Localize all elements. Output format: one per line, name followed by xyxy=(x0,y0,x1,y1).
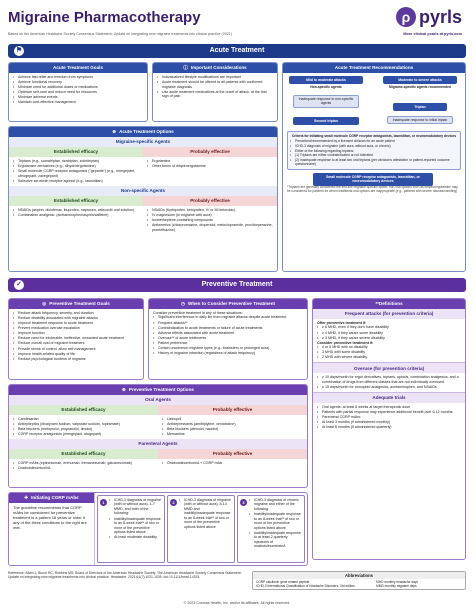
logo-tagline[interactable]: More clinical pearls at pyrls.com xyxy=(403,32,462,36)
migraine-specific-label: Migraine-specific agents recommended xyxy=(389,85,451,89)
cgrp-box xyxy=(8,492,308,566)
migraine-specific-grid xyxy=(9,147,277,186)
acute-recommendations-box xyxy=(282,62,466,272)
cgrp-condition xyxy=(167,495,235,563)
preventive-banner xyxy=(8,278,466,292)
list-item: • Certain uncommon migraine types (e.g., brainstem or prolonged aura) xyxy=(153,346,303,350)
preventive-options-box xyxy=(8,384,308,488)
consider-label: Consider preventive treatment if: xyxy=(317,340,374,345)
triptan-node: Triptan xyxy=(393,103,447,111)
step-number: 3 xyxy=(240,499,247,506)
frequent-attacks-block xyxy=(313,319,465,363)
moderate-attacks-node: Moderate to severe attacks xyxy=(383,76,457,84)
list-item: • Optimize self-care and reduce need for resources xyxy=(13,90,143,94)
frequent-attacks-header: Frequent attacks (for prevention criteria) xyxy=(313,309,465,319)
list-item: • NSAIDs (aspirin, diclofenac, ibuprofen, naproxen, celecoxib oral solution) xyxy=(13,208,139,212)
list-item: • At least 3 months (if administered monthly) xyxy=(317,420,461,424)
ns-probable-list xyxy=(147,208,273,232)
condition-item: • At least moderate disability xyxy=(109,535,161,539)
abbreviations-title: Abbreviations xyxy=(253,572,465,579)
list-item: • 4 or 5 MHD with no disability xyxy=(317,345,461,349)
list-item: • ≥ 3 MHD, if they cause severe disability xyxy=(317,336,461,340)
list-item: • At least 6 months (if administered quarterly) xyxy=(317,425,461,429)
list-item: • Antiemetics (chlorpromazine, droperidol, metoclopramide, prochlorperazine, promethazine) xyxy=(147,223,273,232)
clock-icon: ◷ xyxy=(180,301,185,307)
when-list xyxy=(153,315,303,355)
list-item: • Reduce overall cost of migraine treatment xyxy=(13,341,139,345)
list-item: • Candesartan xyxy=(13,417,154,421)
recommendations-footnote: *Triptans are generally considered the first-line migraine-specific option; non-oral options such as dihydroergotamine may be considered for patients for whom traditional oral options are inappropriate (e.g., patients with severe nausea/vomiting) xyxy=(287,185,458,193)
acute-options-box xyxy=(8,126,278,272)
abbreviations-box xyxy=(252,571,466,590)
list-item: • CGRP mAbs (eptinezumab, erenumab, fremanezumab, galcanezumab) xyxy=(13,461,154,465)
migraine-specific-header: Migraine-specific Agents xyxy=(9,137,277,147)
criteria-title: Criteria for initiating small molecule CGRP receptor antagonists, lasmiditan, or neuromodulatory devices xyxy=(291,134,457,138)
par-established-header: Established efficacy xyxy=(9,449,158,459)
definitions-header: **Definitions xyxy=(313,299,465,309)
list-item: • Patients with partial response may experience additional benefit over 6-12 months xyxy=(317,410,461,414)
list-item: • ≥ 10 days/month for ergot derivatives, triptans, opioids, combination analgesics, and a combination of drugs from different classes that are not individually overused xyxy=(317,375,461,384)
list-item: • Parenteral CGRP mAbs: xyxy=(317,415,461,419)
page-title: Migraine Pharmacotherapy xyxy=(8,9,201,26)
condition-item: • Inability/inadequate response to an 8-week trial** of two or more of the preventive options listed above xyxy=(249,512,301,530)
definitions-box xyxy=(312,298,466,560)
adequate-header: Adequate trials xyxy=(313,393,465,403)
list-item: • ≥ 4 MHD, if they cause some disability xyxy=(317,331,461,335)
cgrp-header: ✚ Initiating CGRP mAbs xyxy=(9,493,94,503)
list-item: • (1) Triptans are either contraindicated or not tolerated xyxy=(290,153,458,157)
condition-item: • ICHD-3 diagnosis of migraine (with or without aura), 4-7 MMD, and both of the following: xyxy=(109,498,161,516)
par-probable-list xyxy=(162,461,303,465)
cgrp-condition xyxy=(97,495,165,563)
acute-options-header: ⊕ Acute Treatment Options xyxy=(9,127,277,137)
pyrls-logo-icon: ρ xyxy=(396,7,416,27)
overuse-list xyxy=(317,375,461,389)
cgrp-text: The guideline recommends that CGRP mAbs be considered for preventive treatment in a patient 18 years or older if any of the three conditions to the right are met. xyxy=(13,505,87,530)
adequate-list xyxy=(317,405,461,430)
cgrp-steps xyxy=(95,493,307,565)
ns-established-list xyxy=(13,208,139,218)
oral-probable-list xyxy=(162,417,303,437)
preventive-banner-label: Preventive Treatment xyxy=(201,280,273,288)
offer-label: Offer preventive treatment if: xyxy=(317,321,367,325)
pill-icon: ⊕ xyxy=(122,387,126,393)
list-item: • 3 MHD with some disability xyxy=(317,350,461,354)
list-item: • Achieve functional recovery xyxy=(13,80,143,84)
offer-list xyxy=(317,325,461,340)
considerations-list xyxy=(157,75,273,99)
list-item: • Selective serotonin receptor agonist (e.g., lasmiditan) xyxy=(13,179,139,183)
when-consider-box xyxy=(148,298,308,380)
oral-header: Oral Agents xyxy=(9,395,307,405)
list-item: • Combination analgesic: (acetaminophen/aspirin/caffeine) xyxy=(13,213,139,217)
page-subtitle: Based on the American Headache Society Consensus Statement: Update on integrating new migraine treatments into clinical practice (2021) xyxy=(8,32,232,36)
list-item: • ICHD-3 diagnosis of migraine (with aura, without aura, or chronic) xyxy=(290,144,458,148)
ms-established-list xyxy=(13,159,139,183)
criteria-box xyxy=(287,131,461,170)
list-item: • Significant interference in daily life from migraine attacks despite acute treatment xyxy=(153,315,303,319)
list-item: • Patient preference xyxy=(153,341,303,345)
condition-item: • Inability/inadequate response to at least 2 quarterly injections of onabotulinumtoxinA xyxy=(249,531,301,549)
list-item: • Frequent attacks** xyxy=(153,321,303,325)
list-item: • Minimize need for additional doses or medications xyxy=(13,85,143,89)
ms-established-header: Established efficacy xyxy=(9,147,143,157)
ns-established-header: Established efficacy xyxy=(9,196,143,206)
list-item: • Small molecule CGRP receptor antagonists ("gepants") (e.g., rimegepant, ubrogepant, zavegepant) xyxy=(13,169,139,178)
abbreviations-right xyxy=(376,580,462,588)
list-item: • 2 MHD with severe disability xyxy=(317,355,461,359)
step-number: 2 xyxy=(170,499,177,506)
criteria-list xyxy=(290,139,458,166)
list-item: • Reduce attack frequency, severity, and duration xyxy=(13,311,139,315)
list-item: • (2) Inadequate response to at least two oral triptans (per clinician's attestation or patient-reported outcome questionnaire) xyxy=(290,158,458,166)
list-item: • Oral agents: at least 8 weeks at target therapeutic dose xyxy=(317,405,461,409)
abbreviation-item: MHD monthly headache days xyxy=(376,580,418,585)
list-item: • OnabotulinumtoxinA + CGRP mAb xyxy=(162,461,303,465)
list-item: • Antiepileptics (divalproex sodium, valproate sodium, topiramate) xyxy=(13,422,154,426)
preventive-options-header: ⊕ Preventive Treatment Options xyxy=(9,385,307,395)
list-item: • Contraindication to acute treatments or failure of acute treatments xyxy=(153,326,303,330)
list-item: • Other forms of dihydroergotamine xyxy=(147,164,273,168)
ms-probable-header: Probably effective xyxy=(143,147,277,157)
list-item: • Ergotamine derivatives (e.g., dihydroergotamine) xyxy=(13,164,139,168)
parenteral-grid xyxy=(9,449,307,473)
acute-banner-label: Acute Treatment xyxy=(209,46,265,54)
list-item: • Antidepressants (amitriptyline, venlafaxine) xyxy=(162,422,303,426)
oral-established-header: Established efficacy xyxy=(9,405,158,415)
pill-icon: ⊕ xyxy=(112,129,117,135)
list-item: • Improve health-related quality of life xyxy=(13,352,139,356)
list-item: • CGRP receptor antagonists (rimegepant, atogepant) xyxy=(13,432,154,436)
list-item: • Achieve fast relief and freedom from symptoms xyxy=(13,75,143,79)
list-item: • Reduce need for intolerable, ineffective, unwanted acute treatment xyxy=(13,336,139,340)
when-intro: Consider preventive treatment in any of these situations: xyxy=(153,311,243,315)
list-item: • Improve treatment response to acute treatment xyxy=(13,321,139,325)
considerations-header: ⓘ Important Considerations xyxy=(153,63,277,73)
abbreviation-item: CGRP calcitonin gene related peptide xyxy=(256,580,310,585)
acute-goals-box xyxy=(8,62,148,122)
non-specific-grid xyxy=(9,196,277,235)
condition-item: • ICHD-3 diagnosis of chronic migraine and either of the following: xyxy=(249,498,301,511)
list-item: • IV magnesium (in migraine with aura) xyxy=(147,213,273,217)
oral-established-list xyxy=(13,417,154,437)
acute-goals-list xyxy=(13,75,143,105)
info-icon: ⓘ xyxy=(183,65,188,71)
ns-probable-header: Probably effective xyxy=(143,196,277,206)
oral-probable-header: Probably effective xyxy=(158,405,307,415)
abbreviation-item: ICHD-3 International Classification of Headache Disorders, 3rd edition xyxy=(256,584,355,589)
list-item: • Use acute treatment medications at the onset of attack, at the first sign of pain xyxy=(157,90,273,99)
inadequate-nonspecific-node: Inadequate response to non-specific agents xyxy=(293,95,359,108)
final-option-node: Small molecule CGRP receptor antagonists, lasmiditan, or neuromodulatory devices xyxy=(313,173,433,186)
list-item: • Minimize adverse events xyxy=(13,95,143,99)
list-item: • Beta blockers (atenolol, nadolol) xyxy=(162,427,303,431)
shield-icon: ⚑ xyxy=(14,46,24,56)
inadequate-triptan-node: Inadequate response to initial triptan xyxy=(387,116,453,124)
list-item: • History of migraine infarction (regardless of attack frequency) xyxy=(153,351,303,355)
list-item: • Provide sense of control, allow self-management xyxy=(13,347,139,351)
acute-goals-header: Acute Treatment Goals xyxy=(9,63,147,73)
list-item: • NSAIDs (flurbiprofen, ketoprofen, IV or IM ketorolac) xyxy=(147,208,273,212)
pyrls-logo[interactable] xyxy=(396,6,462,29)
logo-text: pyrls xyxy=(418,7,462,27)
list-item: • Overuse** of acute treatments xyxy=(153,336,303,340)
list-item: • Ergotamine xyxy=(147,159,273,163)
list-item: • Improve function xyxy=(13,331,139,335)
abbreviations-left xyxy=(256,580,376,588)
recommendations-header: Acute Treatment Recommendations xyxy=(283,63,465,73)
list-item: • Isometheptene-containing compounds xyxy=(147,218,273,222)
list-item: • Beta blockers (metoprolol, propranolol, timolol) xyxy=(13,427,154,431)
list-item: • Either of the following regarding triptans: xyxy=(290,149,458,153)
list-item: • ≥ 6 MHD, even if they don't have disability xyxy=(317,325,461,329)
oral-grid xyxy=(9,405,307,439)
list-item: • Reduce disability associated with migraine attacks xyxy=(13,316,139,320)
preventive-goals-box xyxy=(8,298,144,380)
adequate-block xyxy=(313,403,465,432)
mild-attacks-node: Mild to moderate attacks xyxy=(289,76,363,84)
step-number: 1 xyxy=(100,499,107,506)
copyright-text: © 2023 Cosmas Health, Inc. and/or its affiliates. All rights reserved. xyxy=(183,601,291,605)
par-established-list xyxy=(13,461,154,471)
nsaid-label: Non-specific agents xyxy=(310,85,342,89)
preventive-goals-header: ◎ Preventive Treatment Goals xyxy=(9,299,143,309)
shield-check-icon: ✓ xyxy=(14,280,24,290)
second-triptan-node: Second triptan xyxy=(293,117,359,125)
list-item: • Individualized lifestyle modifications are important xyxy=(157,75,273,79)
list-item: • OnabotulinumtoxinA xyxy=(13,466,154,470)
header xyxy=(0,0,474,40)
list-item: • ≥ 15 days/month for nonopioid analgesics, acetaminophen, and NSAIDs xyxy=(317,385,461,389)
list-item: • Maintain cost-effective management xyxy=(13,100,143,104)
reference-text: Reference: Ailani J, Burch RC, Robbins MS; Board of Directors of the American Headache Society. The American Headache Society Consensus Statement: Update on integrating new migraine treatments into clinical practice. Headache. 2021;61(7):1021-1039. doi:10.1111/head.14153 xyxy=(8,571,242,580)
list-item: • Adverse effects associated with acute treatment xyxy=(153,331,303,335)
list-item: • Acute treatment should be offered to all patients with confirmed migraine diagnosis xyxy=(157,80,273,89)
syringe-icon: ✚ xyxy=(24,495,29,501)
when-consider-header: ◷ When to Consider Preventive Treatment xyxy=(149,299,307,309)
parenteral-header: Parenteral Agents xyxy=(9,439,307,449)
list-item: • Prescribed/recommended by a licensed clinician for an acute patient xyxy=(290,139,458,143)
non-specific-header: Non-specific Agents xyxy=(9,186,277,196)
list-item: • Lisinopril xyxy=(162,417,303,421)
condition-item: • Inability/inadequate response to an 8-week trial** of two or more of the preventive options listed above xyxy=(109,517,161,535)
abbreviation-item: MMD monthly migraine days xyxy=(376,584,417,589)
list-item: • Prevent medication overuse escalation xyxy=(13,326,139,330)
overuse-header: Overuse (for prevention criteria) xyxy=(313,363,465,373)
par-probable-header: Probably effective xyxy=(158,449,307,459)
overuse-block xyxy=(313,373,465,393)
ms-probable-list xyxy=(147,159,273,169)
considerations-box xyxy=(152,62,278,122)
list-item: • Memantine xyxy=(162,432,303,436)
cgrp-condition xyxy=(237,495,305,563)
condition-item: • ICHD-3 diagnosis of migraine (with or without aura), 8-14 MMD and inability/inadequate response to an 8-week trial** of two or more of the preventive options listed above xyxy=(179,498,231,529)
consider-list xyxy=(317,345,461,360)
list-item: • Reduce psychological burdens of migraine xyxy=(13,357,139,361)
list-item: • Triptans (e.g., sumatriptan, rizatriptan, zolmitriptan) xyxy=(13,159,139,163)
preventive-goals-list xyxy=(13,311,139,361)
target-icon: ◎ xyxy=(42,301,47,307)
acute-banner xyxy=(8,44,466,58)
